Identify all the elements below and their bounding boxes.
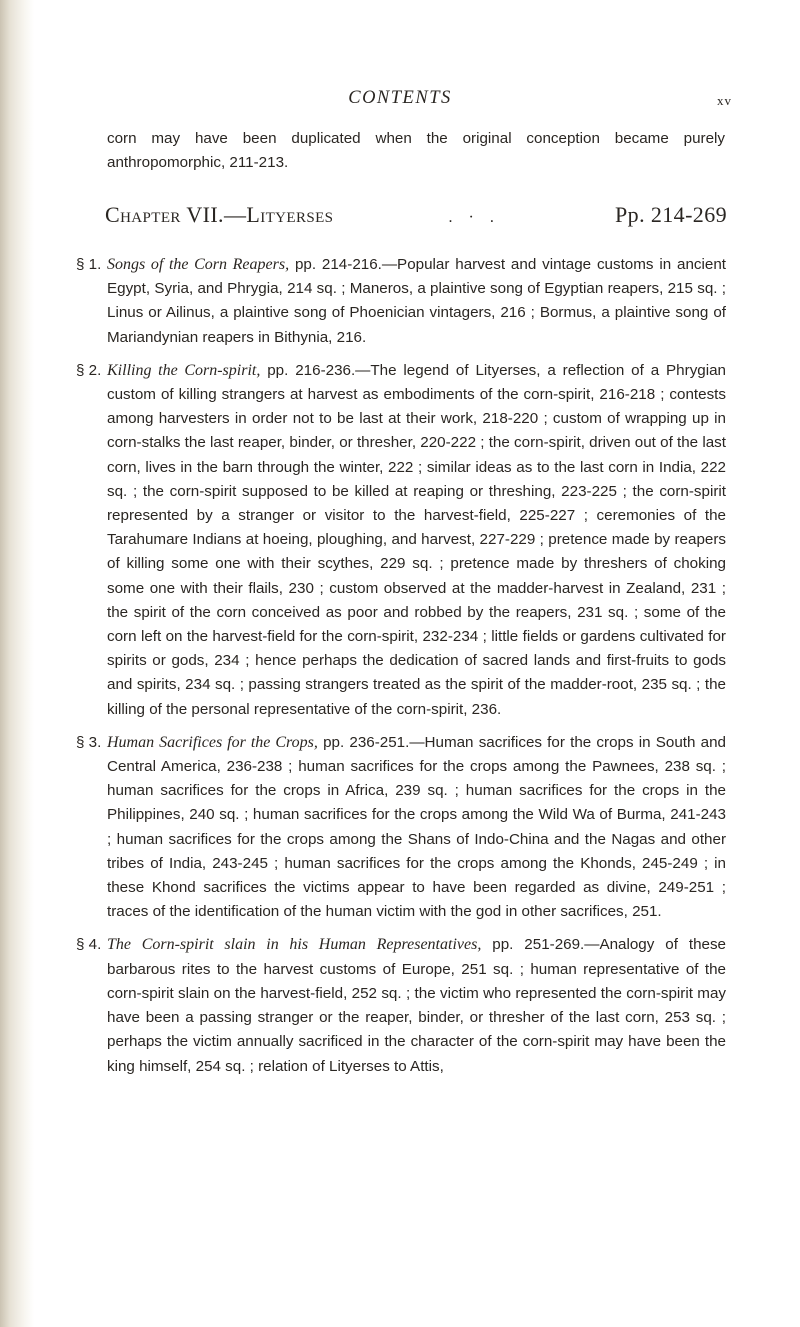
chapter-pages: Pp. 214-269 (615, 202, 727, 227)
page-number: xv (717, 93, 732, 108)
section-number: § 2. (76, 361, 102, 379)
continuation-paragraph: corn may have been duplicated when the original conception became purely anthropomorphic, 211-213. (107, 130, 725, 172)
section-text (107, 731, 726, 925)
section-entry (76, 359, 726, 722)
section-title: Killing the Corn-spirit, (107, 361, 261, 379)
section-number: § 1. (76, 256, 102, 273)
section-title: Human Sacrifices for the Crops, (107, 733, 318, 751)
running-head: CONTENTS (348, 88, 452, 108)
chapter-leader-dots: . · . (448, 209, 500, 226)
section-entry (76, 731, 726, 925)
section-body: pp. 216-236.—The legend of Lityerses, a reflection of a Phrygian custom of killing strangers at harvest as embodiments of the corn-spirit, 216-218 ; contests among harvesters in order not to be last at their work, 218-220 ; custom of wrapping up in corn-stalks the last reaper, binder, or thresher, 220-222 ; the corn-spirit, driven out of the last corn, lives in the barn through the winter, 222 ; similar ideas as to the last corn in India, 222 sq. ; the corn-spirit supposed to be killed at reaping or threshing, 223-225 ; the corn-spirit represented by a stranger or visitor to the harvest-field, 225-227 ; ceremonies of the Tarahumare Indians at hoeing, ploughing, and harvest, 227-229 ; pretence made by reapers of killing some one with their scythes, 229 sq. ; pretence made by threshers of choking some one with their flails, 230 ; custom observed at the madder-harvest in Zealand, 231 ; the spirit of the corn conceived as poor and robbed by the reapers, 231 sq. ; some of the corn left on the harvest-field for the corn-spirit, 232-234 ; little fields or gardens cultivated for spirits or gods, 234 ; hence perhaps the dedication of sacred lands and first-fruits to gods and spirits, 234 sq. ; passing strangers treated as the spirit of the madder-root, 235 sq. ; the killing of the personal representative of the corn-spirit, 236. (107, 361, 726, 718)
section-entry (76, 933, 726, 1078)
section-text (107, 359, 726, 722)
section-text (107, 933, 726, 1078)
section-body: pp. 251-269.—Analogy of these barbarous rites to the harvest customs of Europe, 251 sq. ; human representative of the corn-spirit slain on the harvest-field, 252 sq. ; the victim who represented the corn-spirit may have been a passing stranger or the reaper, binder, or thresher of the last corn, 253 sq. ; perhaps the victim annually sacrificed in the character of the corn-spirit may have been the king himself, 254 sq. ; relation of Lityerses to Attis, (107, 936, 727, 1075)
section-body: pp. 236-251.—Human sacrifices for the crops in South and Central America, 236-238 ; human sacrifices for the crops among the Pawnees, 238 sq. ; human sacrifices for the crops in Africa, 239 sq. ; human sacrifices for the crops in the Philippines, 240 sq. ; human sacrifices for the crops among the Wild Wa of Burma, 241-243 ; human sacrifices for the crops among the Shans of Indo-China and the Nagas and other tribes of India, 243-245 ; human sacrifices for the crops among the Khonds, 245-249 ; in these Khond sacrifices the victims appear to have been regarded as divine, 249-251 ; traces of the identification of the human victim with the god in other sacrifices, 251. (107, 733, 727, 921)
section-body: pp. 214-216.—Popular harvest and vintage customs in ancient Egypt, Syria, and Phrygia, 214 sq. ; Maneros, a plaintive song of Egyptian reapers, 215 sq. ; Linus or Ailinus, a plaintive song of Phoenician vintagers, 216 ; Bormus, a plaintive song of Mariandynian reapers in Bithynia, 216. (107, 256, 726, 346)
chapter-title (105, 202, 333, 228)
section-entry (76, 253, 726, 350)
chapter-label: Chapter VII.—Lityerses (105, 202, 334, 227)
section-text (107, 253, 726, 350)
section-list (76, 253, 726, 1088)
chapter-heading (105, 202, 727, 228)
section-title: The Corn-spirit slain in his Human Representatives, (107, 936, 482, 954)
section-number: § 4. (76, 936, 102, 954)
section-title: Songs of the Corn Reapers, (107, 256, 290, 273)
section-number: § 3. (76, 733, 102, 751)
